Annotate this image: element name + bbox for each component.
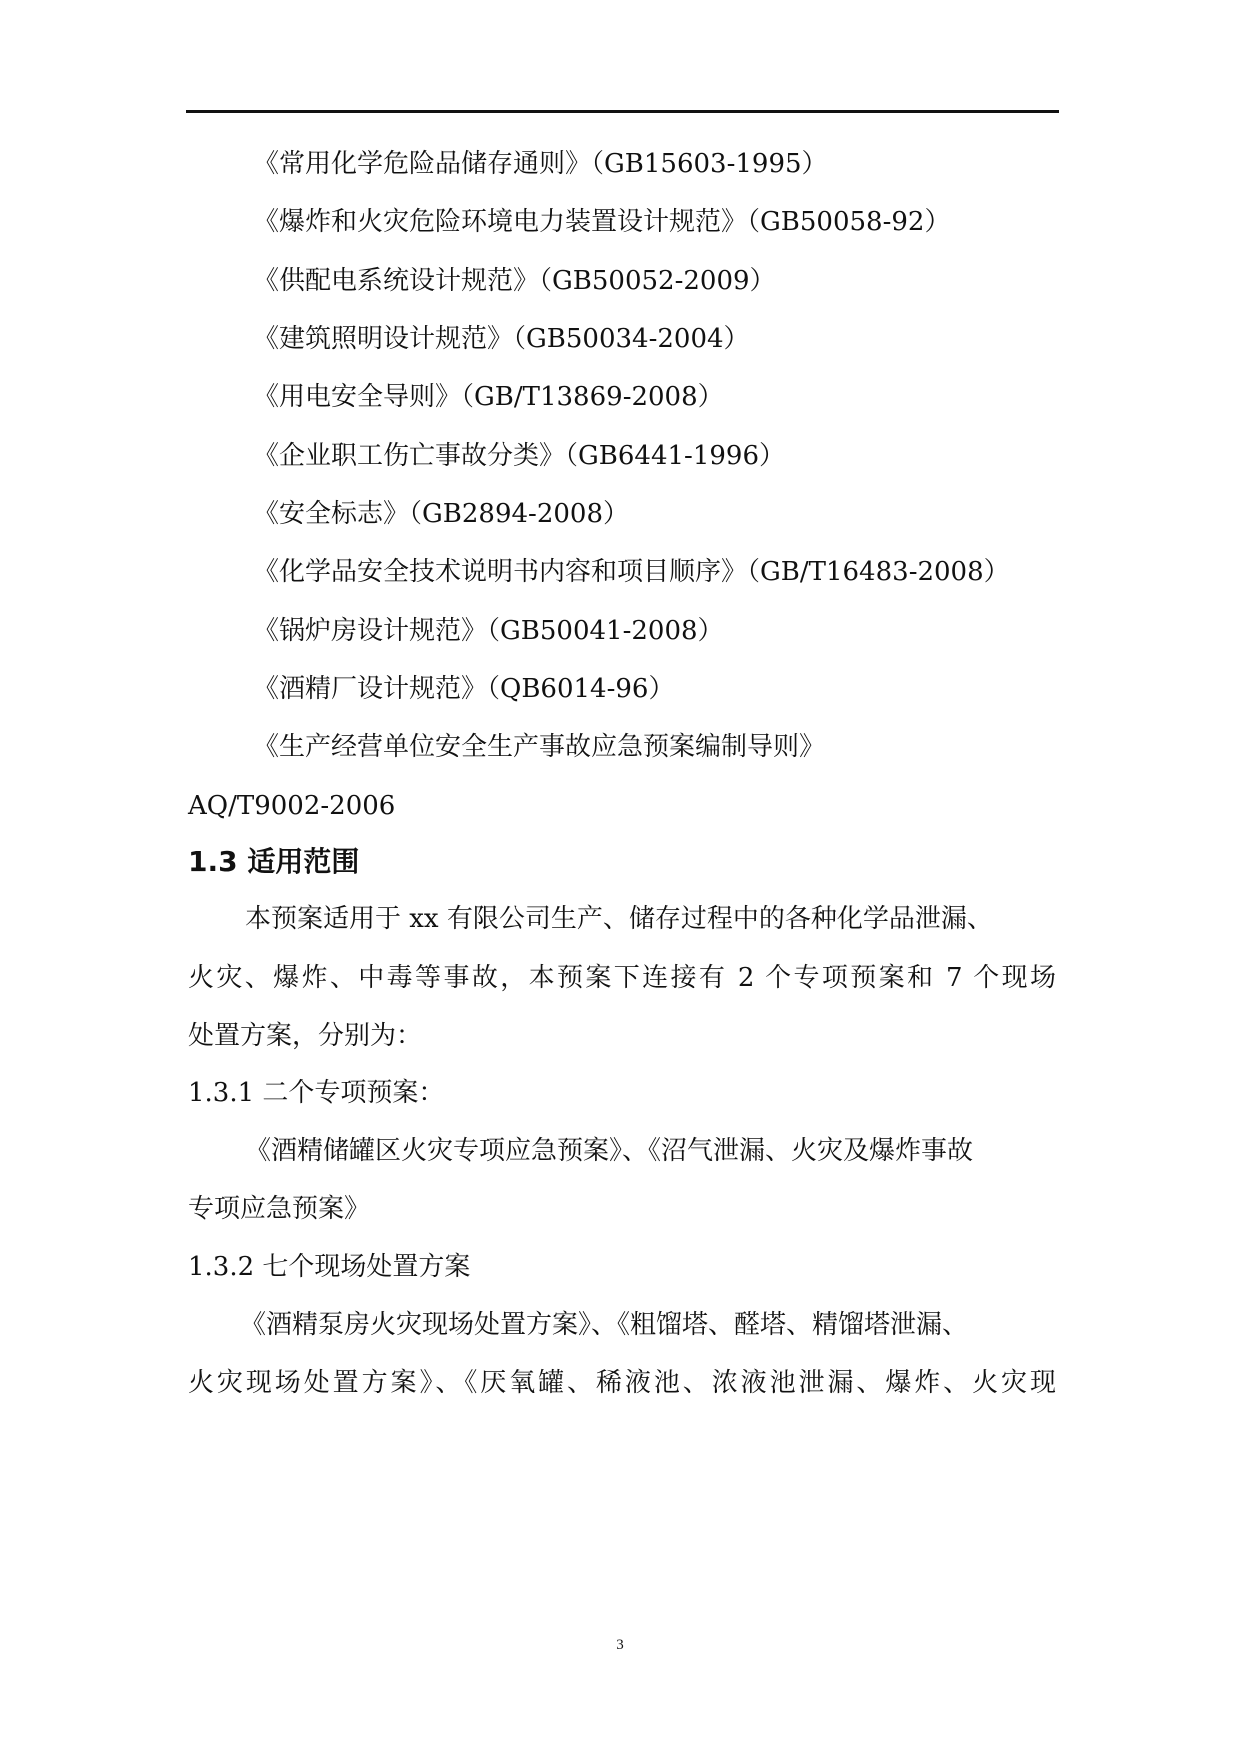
reference-item: 《常用化学危险品储存通则》（GB15603-1995） [253,149,828,179]
paragraph-line: 《酒精储罐区火灾专项应急预案》、《沼气泄漏、火灾及爆炸事故 [245,1136,974,1166]
paragraph-line: 专项应急预案》 [188,1194,371,1224]
paragraph-line: 本预案适用于 xx 有限公司生产、储存过程中的各种化学品泄漏、 [245,904,993,934]
reference-item: 《供配电系统设计规范》（GB50052-2009） [253,266,776,296]
header-rule [186,110,1059,113]
paragraph-line: 火灾、爆炸、中毒等事故，本预案下连接有 2 个专项预案和 7 个现场 [188,963,1056,993]
reference-item: 《安全标志》（GB2894-2008） [253,499,629,529]
reference-continuation: AQ/T9002-2006 [188,791,396,821]
reference-item: 《生产经营单位安全生产事故应急预案编制导则》 [253,732,826,762]
reference-item: 《化学品安全技术说明书内容和项目顺序》（GB/T16483-2008） [253,557,1010,587]
section-heading: 1.3 适用范围 [188,845,360,878]
reference-item: 《爆炸和火灾危险环境电力装置设计规范》（GB50058-92） [253,207,951,237]
reference-item: 《酒精厂设计规范》（QB6014-96） [253,674,675,704]
reference-item: 《锅炉房设计规范》（GB50041-2008） [253,616,724,646]
subsection-heading: 1.3.2 七个现场处置方案 [188,1252,471,1282]
page-number: 3 [616,1637,624,1653]
paragraph-line: 处置方案，分别为： [188,1021,423,1051]
paragraph-line: 《酒精泵房火灾现场处置方案》、《粗馏塔、醛塔、精馏塔泄漏、 [240,1310,969,1340]
subsection-heading: 1.3.1 二个专项预案： [188,1078,445,1108]
reference-item: 《用电安全导则》（GB/T13869-2008） [253,382,724,412]
reference-item: 《建筑照明设计规范》（GB50034-2004） [253,324,750,354]
reference-item: 《企业职工伤亡事故分类》（GB6441-1996） [253,441,785,471]
paragraph-line: 火灾现场处置方案》、《厌氧罐、稀液池、浓液池泄漏、爆炸、火灾现 [188,1368,1056,1398]
